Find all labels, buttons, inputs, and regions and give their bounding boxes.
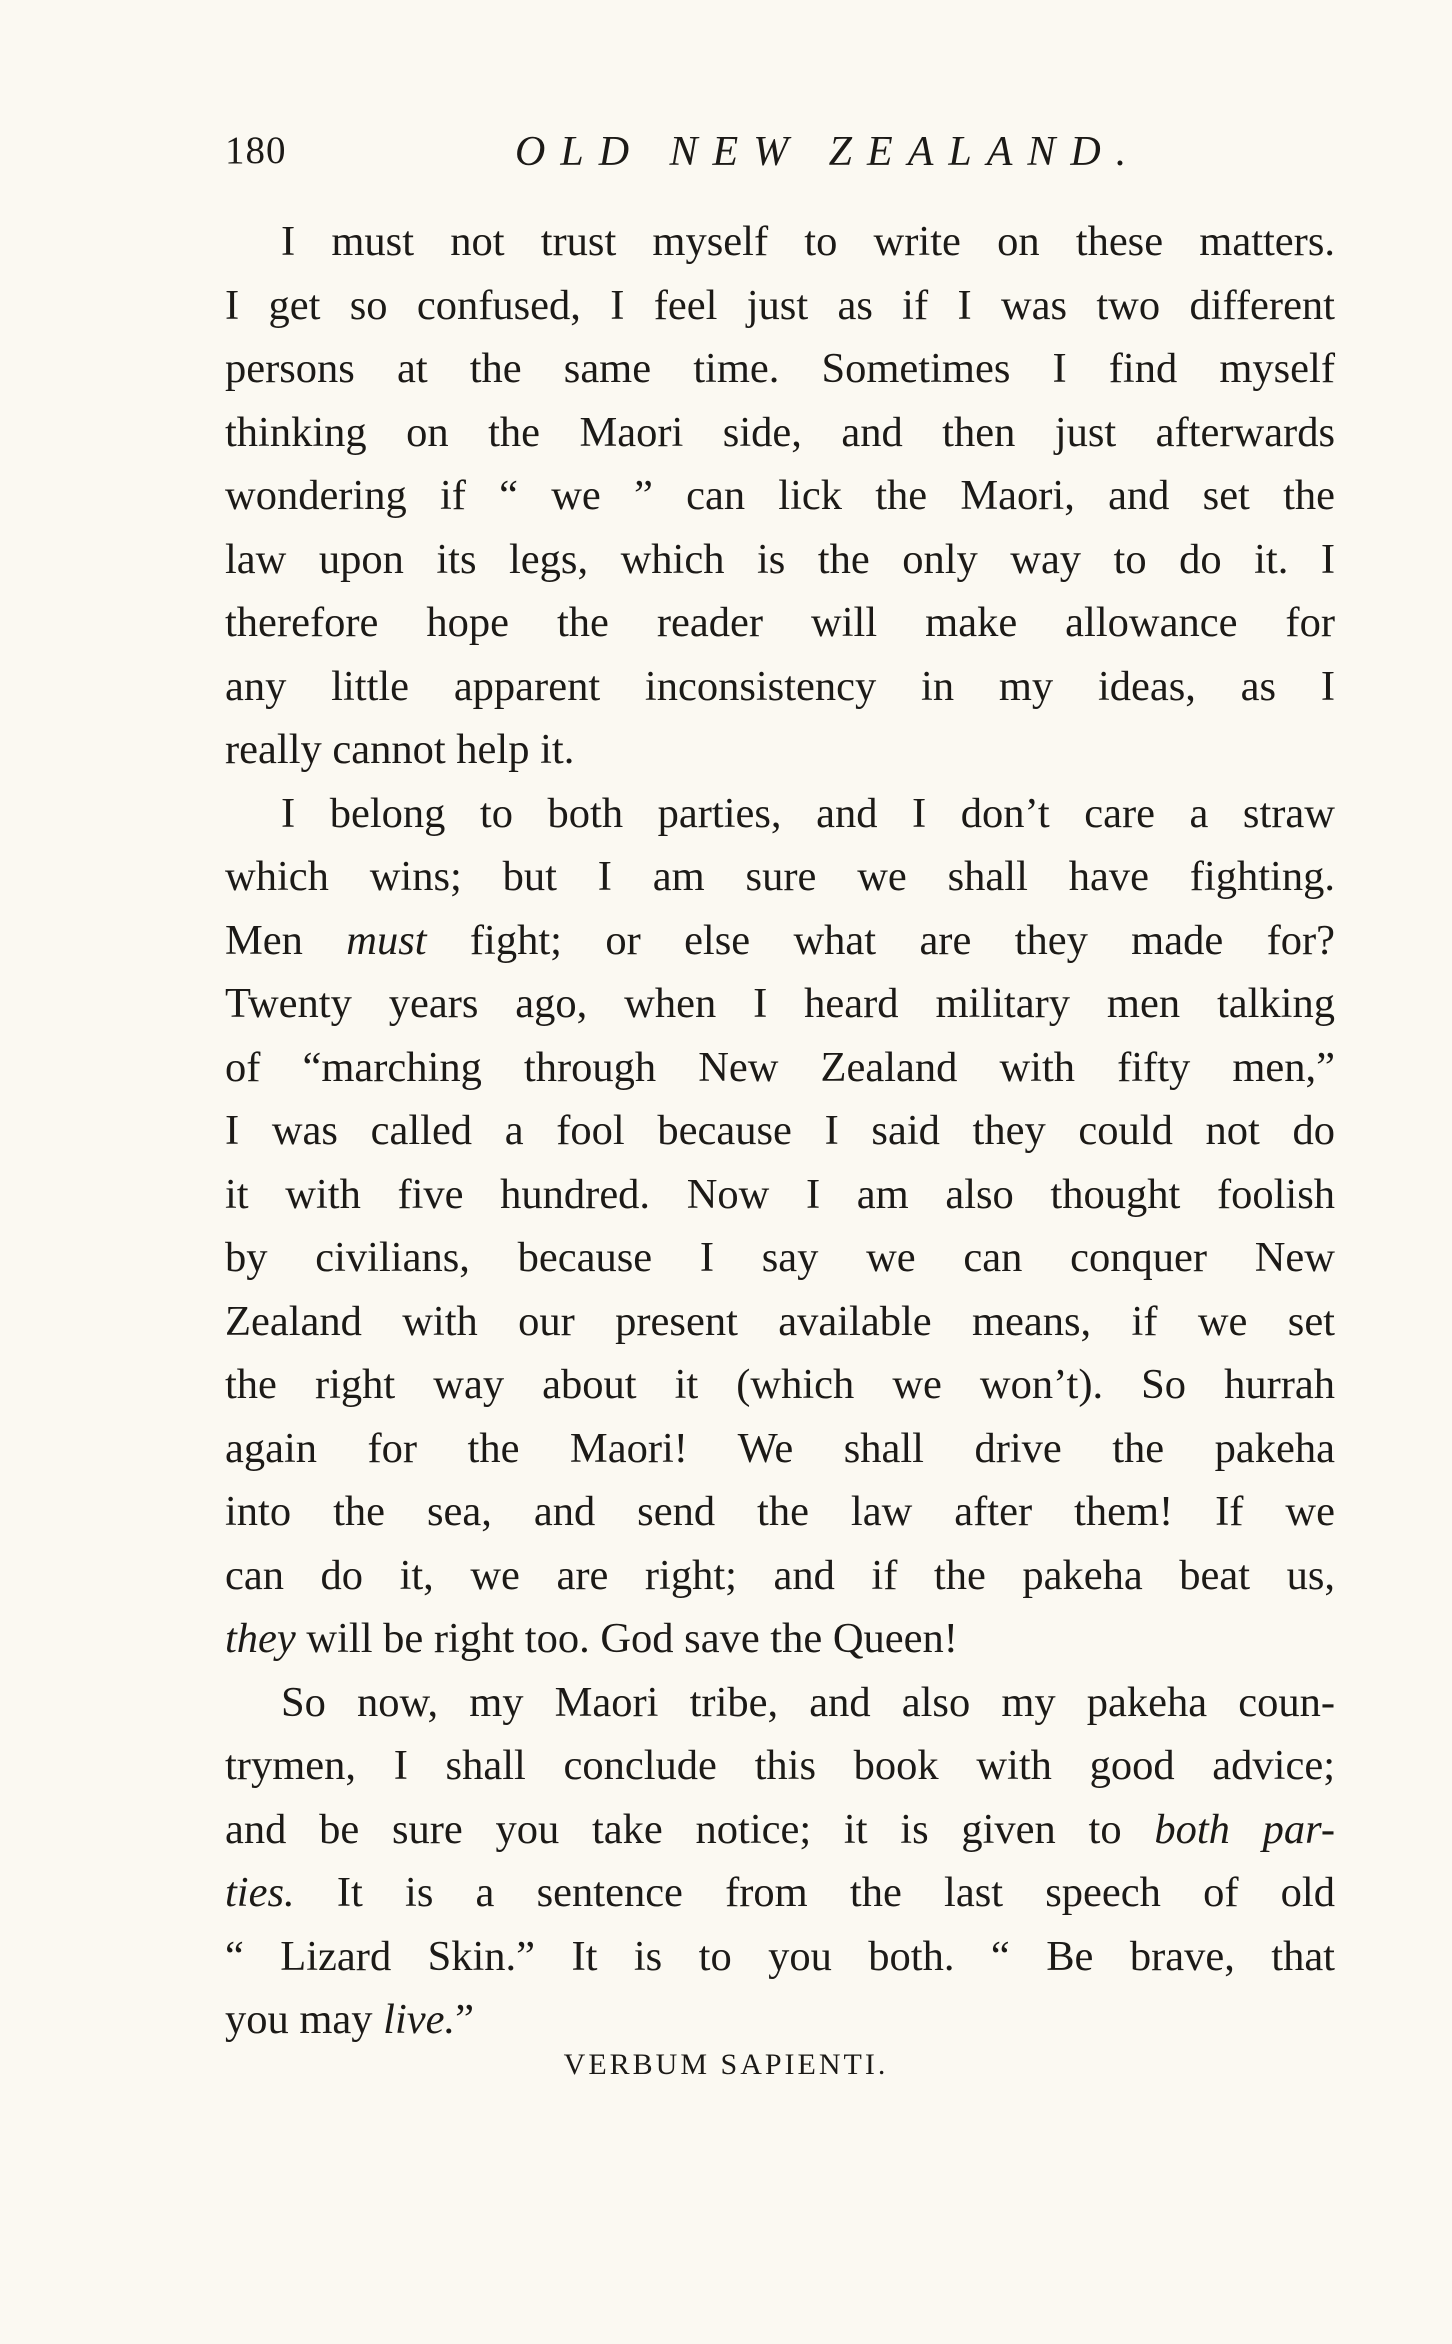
paragraph-3 [225, 1671, 1335, 2052]
text-line: I belong to both parties, and I don’t care a straw [281, 789, 1335, 837]
text-line: any little apparent inconsistency in my ideas, as I [225, 662, 1335, 710]
text-segment: ” [455, 1996, 475, 2043]
text-line: trymen, I shall conclude this book with good advice; [225, 1742, 1335, 1789]
emphasis: must [346, 916, 427, 964]
page-number: 180 [225, 129, 287, 172]
text-line-with-emphasis [225, 1988, 1335, 2052]
text-line: thinking on the Maori side, and then just afterwards [225, 408, 1335, 456]
text-line: therefore hope the reader will make allowance for [225, 599, 1335, 646]
text-segment: It is a sentence from the last speech of old [294, 1869, 1335, 1916]
text-line: of “marching through New Zealand with fifty men,” [225, 1043, 1335, 1091]
text-line: by civilians, because I say we can conquer New [225, 1234, 1335, 1281]
emphasis: both par- [1154, 1805, 1335, 1853]
text-line: Zealand with our present available means, if we set [225, 1297, 1335, 1345]
body-text [225, 210, 1335, 2052]
text-line-with-emphasis [225, 1798, 1335, 1862]
text-segment: you may [225, 1996, 384, 2043]
text-line-with-emphasis [225, 909, 1335, 973]
text-line: it with five hundred. Now I am also thought foolish [225, 1170, 1335, 1218]
emphasis: they [225, 1615, 296, 1662]
running-title: OLD NEW ZEALAND. [515, 129, 1142, 175]
text-line: law upon its legs, which is the only way to do it. I [225, 535, 1335, 583]
emphasis: ties. [225, 1869, 295, 1916]
text-line: I get so confused, I feel just as if I was two different [225, 281, 1335, 329]
text-line: wondering if “ we ” can lick the Maori, and set the [225, 472, 1335, 519]
text-segment: Men [225, 916, 347, 964]
text-line: which wins; but I am sure we shall have fighting. [225, 853, 1335, 900]
closing-line: VERBUM SAPIENTI. [563, 2048, 889, 2081]
text-line: again for the Maori! We shall drive the pakeha [225, 1424, 1335, 1472]
text-line: into the sea, and send the law after them! If we [225, 1488, 1335, 1535]
text-line: persons at the same time. Sometimes I find myself [225, 345, 1335, 392]
text-line-with-emphasis [225, 1607, 1335, 1671]
text-line: I was called a fool because I said they could not do [225, 1107, 1335, 1154]
text-line: I must not trust myself to write on these matters. [281, 218, 1335, 265]
text-line: So now, my Maori tribe, and also my pakeha coun- [281, 1678, 1335, 1726]
text-segment: fight; or else what are they made for? [426, 916, 1335, 964]
text-line: the right way about it (which we won’t). So hurrah [225, 1361, 1335, 1408]
emphasis: live. [383, 1996, 456, 2043]
text-line: Twenty years ago, when I heard military men talking [225, 980, 1335, 1027]
running-head [225, 120, 1350, 180]
text-line: can do it, we are right; and if the pakeha beat us, [225, 1551, 1335, 1599]
text-segment: will be right too. God save the Queen! [295, 1615, 958, 1662]
text-line-with-emphasis [225, 1861, 1335, 1925]
paragraph-1 [225, 210, 1335, 782]
paragraph-2 [225, 782, 1335, 1671]
text-segment: and be sure you take notice; it is given to [225, 1805, 1155, 1853]
text-line: “ Lizard Skin.” It is to you both. “ Be brave, that [225, 1932, 1335, 1980]
text-line: really cannot help it. [225, 726, 575, 773]
